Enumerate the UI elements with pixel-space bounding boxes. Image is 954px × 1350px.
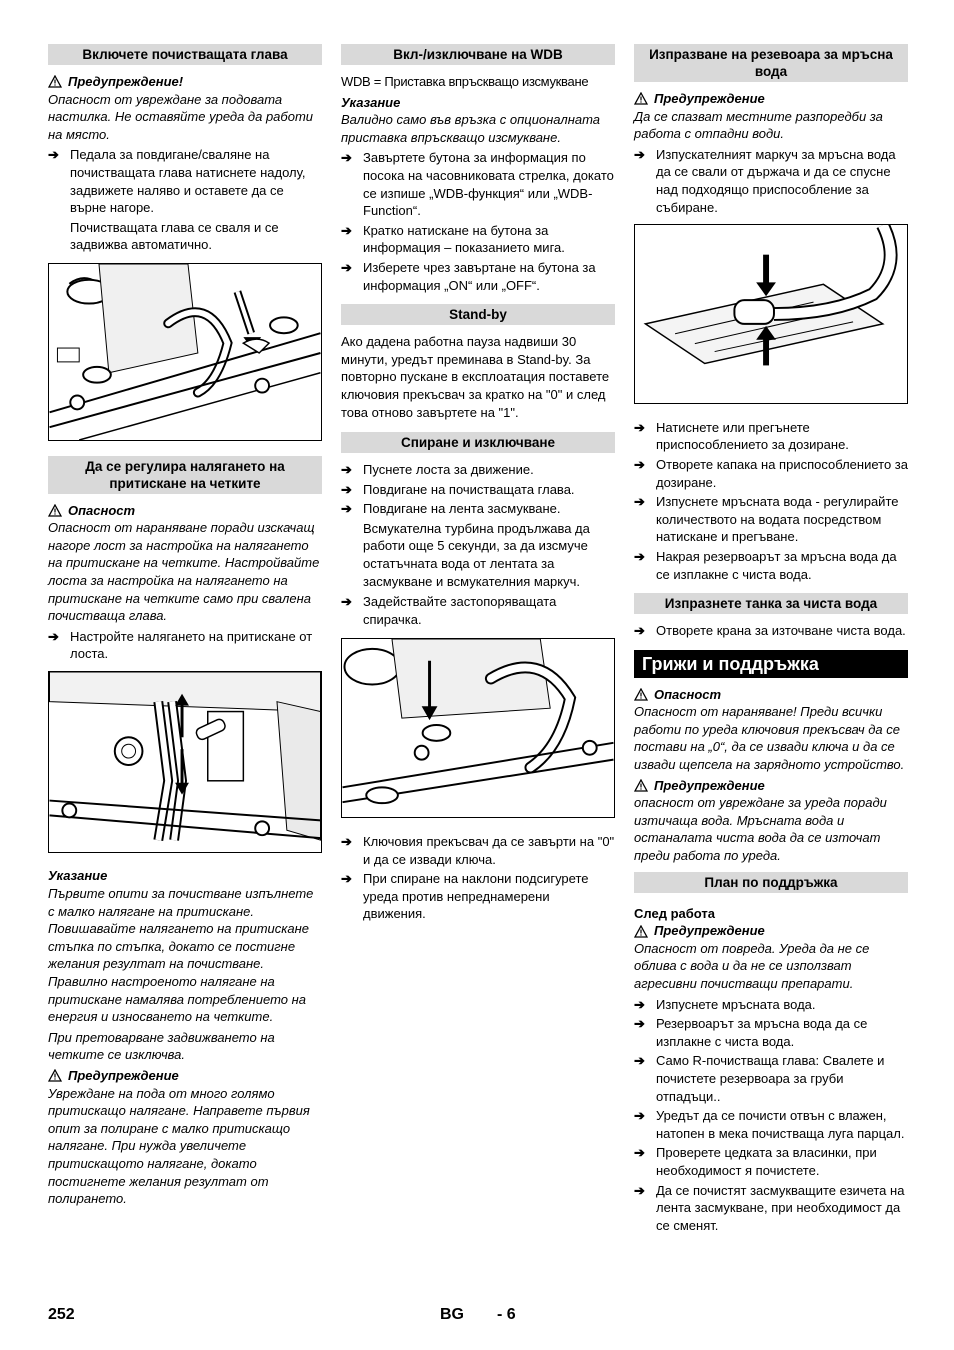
definition-text: WDB = Приставка впръскващо изсмукване xyxy=(341,74,589,89)
list-item: ➔ Изберете чрез завъртане на бутона за информация „ON“ или „OFF“. xyxy=(341,259,596,293)
arrow-icon: ➔ xyxy=(634,146,645,162)
warning-triangle-icon xyxy=(634,925,648,938)
danger-text: Опасност от нараняване! Преди всички работи по уреда ключовия прекъсвач да се постави на „0“, да се извади ключа и да се извади щепсела на зарядното устройство. xyxy=(634,704,905,773)
column-1 xyxy=(48,44,322,1211)
list-item: ➔ Отворете капака на приспособлението за дозиране. xyxy=(634,456,908,490)
danger-label: Опасност xyxy=(634,686,908,704)
arrow-icon: ➔ xyxy=(341,481,352,497)
list-item: ➔ Да се почистят засмукващите езичета на лента засмукване, при необходимост да се сменят. xyxy=(634,1182,905,1233)
step-result: Всмукателна турбина продължава да работи още 5 секунди, за да изсмуче остатъчната вода от лентата за засмукване и всмукателния маркуч. xyxy=(363,520,590,589)
section-heading: Stand-by xyxy=(341,304,615,325)
section-heading: Изпразване на резевоара за мръсна вода xyxy=(634,44,908,82)
section-page-number: - 6 xyxy=(497,1306,516,1323)
warning-triangle-icon xyxy=(48,75,62,88)
arrow-icon: ➔ xyxy=(634,623,645,639)
section-heading: План по поддръжка xyxy=(634,872,908,893)
standby-text: Ако дадена работна пауза надвиши 30 минути, уредът преминава в Stand-by. За повторно пускане в експлоатация поставете ключовия прекъсвач за кратко на "0" и след това отново завъртете на "1". xyxy=(341,334,610,420)
arrow-icon: ➔ xyxy=(48,147,59,163)
warning-triangle-icon xyxy=(48,1069,62,1082)
subheading: След работа xyxy=(634,905,715,921)
warning-triangle-icon xyxy=(48,504,62,517)
warning-text: опасност от увреждане за уреда поради изтичаща вода. Мръсната вода и останалата чиста вода да се източат преди работа по уреда. xyxy=(634,795,887,864)
pedal-illustration xyxy=(48,263,322,441)
drain-hose-illustration xyxy=(634,224,908,404)
section-heading: Включете почистващата глава xyxy=(48,44,322,65)
column-3 xyxy=(634,44,908,1236)
arrow-icon: ➔ xyxy=(634,996,645,1012)
warning-triangle-icon xyxy=(634,779,648,792)
warning-triangle-icon xyxy=(634,688,648,701)
list-item: ➔ Настройте налягането на притискане от лоста. xyxy=(48,628,313,662)
warning-label: Предупреждение xyxy=(634,777,908,795)
section-heading: Спиране и изключване xyxy=(341,432,615,453)
warning-label: Предупреждение xyxy=(48,1067,322,1085)
warning-text: Опасност от повреда. Уреда да не се облива с вода и да не се използват агресивни почистващи препарати. xyxy=(634,940,870,991)
list-item: ➔ Завъртете бутона за информация по посока на часовниковата стрелка, докато се изпише „WDB-функция“ или „WDB-Function“. xyxy=(341,150,614,219)
list-item: ➔ Изпускателният маркуч за мръсна вода да се свали от държача и да се спусне над подходящо приспособление за събиране. xyxy=(634,146,896,215)
arrow-icon: ➔ xyxy=(341,222,352,238)
note-label: Указание xyxy=(341,94,401,110)
arrow-icon: ➔ xyxy=(634,1108,645,1124)
list-item: ➔ Задействайте застопоряващата спирачка. xyxy=(341,594,557,627)
note-text: Валидно само във връзка с опционалната приставка впръскващо изсмукване. xyxy=(341,112,601,145)
language-code: BG xyxy=(440,1306,464,1323)
list-item: ➔ Проверете цедката за власинки, при необходимост я почистете. xyxy=(634,1145,877,1178)
warning-label: Предупреждение xyxy=(634,90,908,108)
pressure-lever-illustration xyxy=(48,671,322,853)
list-item: ➔ Резервоарът за мръсна вода да се изплакне с чиста вода. xyxy=(634,1016,868,1049)
arrow-icon: ➔ xyxy=(341,150,352,166)
arrow-icon: ➔ xyxy=(341,259,352,275)
arrow-icon: ➔ xyxy=(634,456,645,472)
list-item: ➔ Само R-почистваща глава: Свалете и почистете резервоара за груби отпадъци.. xyxy=(634,1053,885,1104)
arrow-icon: ➔ xyxy=(341,834,352,850)
arrow-icon: ➔ xyxy=(341,871,352,887)
list-item: ➔ При спиране на наклони подсигурете уреда против непреднамерени движения. xyxy=(341,871,589,922)
arrow-icon: ➔ xyxy=(48,628,59,644)
list-item: ➔ Уредът да се почисти отвън с влажен, натопен в мека почистваща луга парцал. xyxy=(634,1108,905,1141)
warning-triangle-icon xyxy=(634,92,648,105)
list-item: ➔ Пуснете лоста за движение. xyxy=(341,462,534,478)
arrow-icon: ➔ xyxy=(634,494,645,510)
list-item: ➔ Натиснете или прегънете приспособлението за дозиране. xyxy=(634,419,849,453)
page-number: 252 xyxy=(48,1306,75,1323)
list-item: ➔ Изпуснете мръсната вода. xyxy=(634,996,816,1012)
list-item: ➔ Кратко натискане на бутона за информация – показанието мига. xyxy=(341,222,565,256)
arrow-icon: ➔ xyxy=(634,1145,645,1161)
danger-text: Опасност от нараняване поради изскачащ нагоре лост за настройка на налягането на притискане на четките. Настройвайте лоста за настройка на налягането на притискане на четките само при свалена почистваща глава. xyxy=(48,520,320,624)
arrow-icon: ➔ xyxy=(634,1016,645,1032)
arrow-icon: ➔ xyxy=(341,462,352,478)
arrow-icon: ➔ xyxy=(634,548,645,564)
list-item: ➔ Изпуснете мръсната вода - регулирайте количеството на водата посредством натискане и прегъване. xyxy=(634,494,899,545)
warning-text: Увреждане на пода от много голямо притискащо налягане. Направете първия опит за полиране с малко притискащо налягане. При нужда увеличете притискащото налягане, докато постигнете желания резултат от полирането. xyxy=(48,1085,310,1207)
list-item: ➔ Отворете крана за източване чиста вода. xyxy=(634,623,906,639)
arrow-icon: ➔ xyxy=(341,501,352,517)
arrow-icon: ➔ xyxy=(341,594,352,610)
warning-text: Опасност от увреждане за подовата настилка. Не оставяйте уреда да работи на място. xyxy=(48,91,314,142)
danger-label: Опасност xyxy=(48,502,322,520)
section-heading: Вкл-/изключване на WDB xyxy=(341,44,615,65)
list-item: ➔ Повдигане на почистващата глава. xyxy=(341,481,575,497)
section-heading: Изпразнете танка за чиста вода xyxy=(634,593,908,614)
section-heading: Да се регулира налягането на притискане на четките xyxy=(48,456,322,494)
list-item: ➔ Накрая резервоарът за мръсна вода да се изплакне с чиста вода. xyxy=(634,548,897,582)
note-text-2: При претоварване задвижването на четките се изключва. xyxy=(48,1029,275,1063)
arrow-icon: ➔ xyxy=(634,1182,645,1198)
list-item: ➔ Ключовия прекъсвач да се завърти на "0" и да се извади ключа. xyxy=(341,834,615,867)
note-label: Указание xyxy=(48,868,108,884)
arrow-icon: ➔ xyxy=(634,1053,645,1069)
list-item: ➔ Педала за повдигане/сваляне на почистващата глава натиснете надолу, задвижете наляво и оставете да се върне нагоре. xyxy=(48,147,306,216)
column-2 xyxy=(341,44,615,925)
step-result: Почистващата глава се сваля и се задвижва автоматично. xyxy=(70,219,279,253)
list-item: ➔ Повдигане на лента засмукване. xyxy=(341,501,561,517)
note-text: Първите опити за почистване изпълнете с малко налягане на притискане. Повишавайте налягането на притискане стъпка по стъпка, докато се постигне желания резултат на почистване. Правилно настроеното налягане на притискане намалява потреблението на енергия и износването на четките. xyxy=(48,886,314,1025)
warning-text: Да се спазват местните разпоредби за работа с отпадни води. xyxy=(634,108,883,142)
chapter-heading: Грижи и поддръжка xyxy=(634,650,908,678)
warning-label: Предупреждение xyxy=(634,922,908,940)
warning-label: Предупреждение! xyxy=(48,73,322,91)
cleaning-head-lift-illustration xyxy=(341,638,615,818)
arrow-icon: ➔ xyxy=(634,419,645,435)
